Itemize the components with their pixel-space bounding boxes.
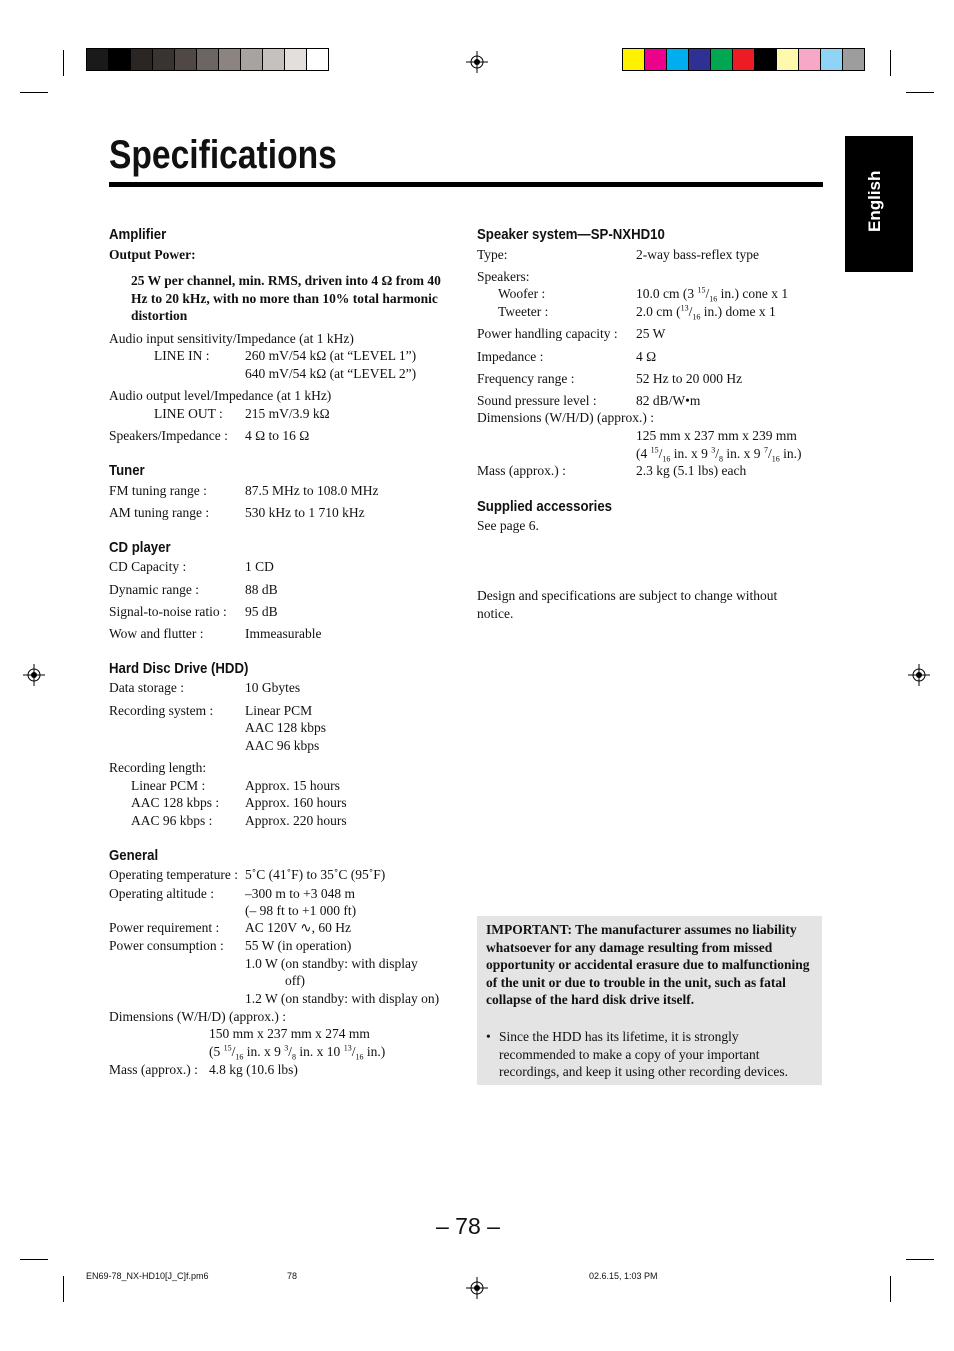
color-swatch	[108, 49, 130, 70]
output-power-label: Output Power:	[109, 247, 196, 262]
main-dimensions-label: Dimensions (W/H/D) (approx.) :	[109, 1009, 286, 1024]
title-rule	[109, 182, 823, 187]
recording-system-value-1: Linear PCM	[245, 703, 313, 718]
speakers-label: Speakers:	[477, 269, 530, 284]
reclen-aac96-value: Approx. 220 hours	[245, 813, 347, 828]
tweeter-label: Tweeter :	[498, 304, 549, 319]
cd-heading: CD player	[109, 539, 171, 556]
speaker-mass-label: Mass (approx.) :	[477, 463, 566, 478]
power-handling-label: Power handling capacity :	[477, 326, 618, 341]
power-consumption-value-2-cont: off)	[285, 973, 305, 988]
crop-mark	[63, 1276, 64, 1302]
line-out-label: LINE OUT :	[154, 406, 223, 421]
wow-flutter-value: Immeasurable	[245, 626, 322, 641]
reclen-pcm-label: Linear PCM :	[131, 778, 206, 793]
recording-system-label: Recording system :	[109, 703, 214, 718]
crop-mark	[20, 92, 48, 93]
data-storage-value: 10 Gbytes	[245, 680, 301, 695]
speaker-dimensions-label: Dimensions (W/H/D) (approx.) :	[477, 410, 654, 425]
accessories-text: See page 6.	[477, 518, 539, 533]
registration-mark-icon	[23, 664, 45, 686]
reclen-aac128-value: Approx. 160 hours	[245, 795, 347, 810]
woofer-label: Woofer :	[498, 286, 546, 301]
am-range-label: AM tuning range :	[109, 505, 210, 520]
important-notice-text: IMPORTANT: The manufacturer assumes no liability whatsoever for any damage resulting from missed opportunity or accidental erasure due to malfunctioning of the unit or due to trouble in the unit, such as fatal collapse of the hard disk drive itself.	[486, 922, 810, 1007]
grayscale-calibration-bar	[86, 48, 329, 71]
speaker-type-label: Type:	[477, 247, 508, 262]
registration-mark-icon	[908, 664, 930, 686]
color-calibration-bar	[622, 48, 865, 71]
reclen-aac96-label: AAC 96 kbps :	[131, 813, 213, 828]
data-storage-label: Data storage :	[109, 680, 184, 695]
crop-mark	[890, 1276, 891, 1302]
color-swatch	[262, 49, 284, 70]
line-in-value-1: 260 mV/54 kΩ (at “LEVEL 1”)	[245, 348, 417, 363]
spl-label: Sound pressure level :	[477, 393, 597, 408]
color-swatch	[152, 49, 174, 70]
speakers-impedance-value: 4 Ω to 16 Ω	[245, 428, 310, 443]
woofer-value: 10.0 cm (3 $^{15}/_{16}$ in.) cone x 1	[636, 285, 789, 304]
speaker-heading: Speaker system—SP-NXHD10	[477, 226, 665, 243]
accessories-heading: Supplied accessories	[477, 498, 612, 515]
operating-altitude-value: –300 m to +3 048 m	[245, 886, 355, 901]
speaker-mass-value: 2.3 kg (5.1 lbs) each	[636, 463, 747, 478]
line-in-value-2: 640 mV/54 kΩ (at “LEVEL 2”)	[245, 366, 417, 381]
general-heading: General	[109, 847, 159, 864]
wow-flutter-label: Wow and flutter :	[109, 626, 204, 641]
color-swatch	[306, 49, 328, 70]
color-swatch	[754, 49, 776, 70]
reclen-aac128-label: AAC 128 kbps :	[131, 795, 220, 810]
recording-system-value-2: AAC 128 kbps	[245, 720, 327, 735]
color-swatch	[87, 49, 108, 70]
operating-temperature-value: 5˚C (41˚F) to 35˚C (95˚F)	[245, 867, 386, 882]
amplifier-heading: Amplifier	[109, 226, 167, 243]
main-mass-value: 4.8 kg (10.6 lbs)	[209, 1062, 298, 1077]
speaker-dimensions-metric: 125 mm x 237 mm x 239 mm	[636, 428, 797, 443]
color-swatch	[688, 49, 710, 70]
page-number: – 78 –	[436, 1213, 500, 1239]
color-swatch	[130, 49, 152, 70]
registration-mark-icon	[466, 51, 488, 73]
color-swatch	[666, 49, 688, 70]
operating-temperature-label: Operating temperature :	[109, 867, 238, 882]
important-bullet-text: Since the HDD has its lifetime, it is strongly recommended to make a copy of your important recordings, and keep it using other recording devices.	[499, 1029, 789, 1079]
footer-page: 78	[287, 1271, 298, 1281]
power-consumption-value-3: 1.2 W (on standby: with display on)	[245, 991, 440, 1006]
line-out-value: 215 mV/3.9 kΩ	[245, 406, 330, 421]
tweeter-value: 2.0 cm ($^{13}/_{16}$ in.) dome x 1	[636, 303, 776, 322]
fm-range-label: FM tuning range :	[109, 483, 207, 498]
main-mass-label: Mass (approx.) :	[109, 1062, 198, 1077]
reclen-pcm-value: Approx. 15 hours	[245, 778, 340, 793]
speaker-type-value: 2-way bass-reflex type	[636, 247, 759, 262]
color-swatch	[218, 49, 240, 70]
language-tab	[845, 136, 913, 272]
output-level-label: Audio output level/Impedance (at 1 kHz)	[109, 388, 332, 403]
important-notice-box	[477, 916, 822, 1085]
color-swatch	[240, 49, 262, 70]
footer-filename: EN69-78_NX-HD10[J_C]f.pm6	[86, 1271, 209, 1281]
power-handling-value: 25 W	[636, 326, 666, 341]
footer-date: 02.6.15, 1:03 PM	[589, 1271, 658, 1281]
power-consumption-label: Power consumption :	[109, 938, 224, 953]
line-in-label: LINE IN :	[154, 348, 210, 363]
frequency-range-value: 52 Hz to 20 000 Hz	[636, 371, 743, 386]
operating-altitude-label: Operating altitude :	[109, 886, 214, 901]
recording-length-label: Recording length:	[109, 760, 207, 775]
crop-mark	[906, 1259, 934, 1260]
dynamic-range-label: Dynamic range :	[109, 582, 199, 597]
main-dimensions-metric: 150 mm x 237 mm x 274 mm	[209, 1026, 370, 1041]
color-swatch	[842, 49, 864, 70]
cd-capacity-value: 1 CD	[245, 559, 274, 574]
input-sensitivity-label: Audio input sensitivity/Impedance (at 1 kHz)	[109, 331, 354, 346]
registration-mark-icon	[466, 1277, 488, 1299]
speakers-impedance-label: Speakers/Impedance :	[109, 428, 228, 443]
color-swatch	[710, 49, 732, 70]
dynamic-range-value: 88 dB	[245, 582, 278, 597]
color-swatch	[174, 49, 196, 70]
language-tab-label: English	[865, 170, 884, 232]
operating-altitude-value-ft: (– 98 ft to +1 000 ft)	[245, 903, 357, 918]
output-power-text: 25 W per channel, min. RMS, driven into 4 Ω from 40 Hz to 20 kHz, with no more than 10% total harmonic distortion	[131, 273, 441, 323]
color-swatch	[196, 49, 218, 70]
color-swatch	[798, 49, 820, 70]
crop-mark	[63, 50, 64, 76]
snr-value: 95 dB	[245, 604, 278, 619]
tuner-heading: Tuner	[109, 462, 145, 479]
power-requirement-label: Power requirement :	[109, 920, 220, 935]
power-consumption-value-1: 55 W (in operation)	[245, 938, 352, 953]
frequency-range-label: Frequency range :	[477, 371, 575, 386]
cd-capacity-label: CD Capacity :	[109, 559, 187, 574]
power-consumption-value-2: 1.0 W (on standby: with display	[245, 956, 418, 971]
crop-mark	[906, 92, 934, 93]
impedance-value: 4 Ω	[636, 349, 657, 364]
crop-mark	[20, 1259, 48, 1260]
hdd-heading: Hard Disc Drive (HDD)	[109, 660, 249, 677]
color-swatch	[776, 49, 798, 70]
main-dimensions-inches: (5 $^{15}/_{16}$ in. x 9 $^3/_8$ in. x 10 $^{13}/_{16}$ in.)	[209, 1043, 386, 1062]
specification-notice: Design and specifications are subject to change without notice.	[477, 588, 778, 621]
impedance-label: Impedance :	[477, 349, 544, 364]
recording-system-value-3: AAC 96 kbps	[245, 738, 320, 753]
power-requirement-value: AC 120V ∿, 60 Hz	[245, 920, 351, 935]
color-swatch	[623, 49, 644, 70]
page-title: Specifications	[109, 133, 337, 177]
fm-range-value: 87.5 MHz to 108.0 MHz	[245, 483, 379, 498]
am-range-value: 530 kHz to 1 710 kHz	[245, 505, 365, 520]
color-swatch	[284, 49, 306, 70]
spl-value: 82 dB/W•m	[636, 393, 701, 408]
crop-mark	[890, 50, 891, 76]
color-swatch	[644, 49, 666, 70]
color-swatch	[732, 49, 754, 70]
bullet-icon: •	[486, 1029, 491, 1044]
snr-label: Signal-to-noise ratio :	[109, 604, 227, 619]
color-swatch	[820, 49, 842, 70]
speaker-dimensions-inches: (4 $^{15}/_{16}$ in. x 9 $^3/_8$ in. x 9 $^7/_{16}$ in.)	[636, 445, 802, 464]
